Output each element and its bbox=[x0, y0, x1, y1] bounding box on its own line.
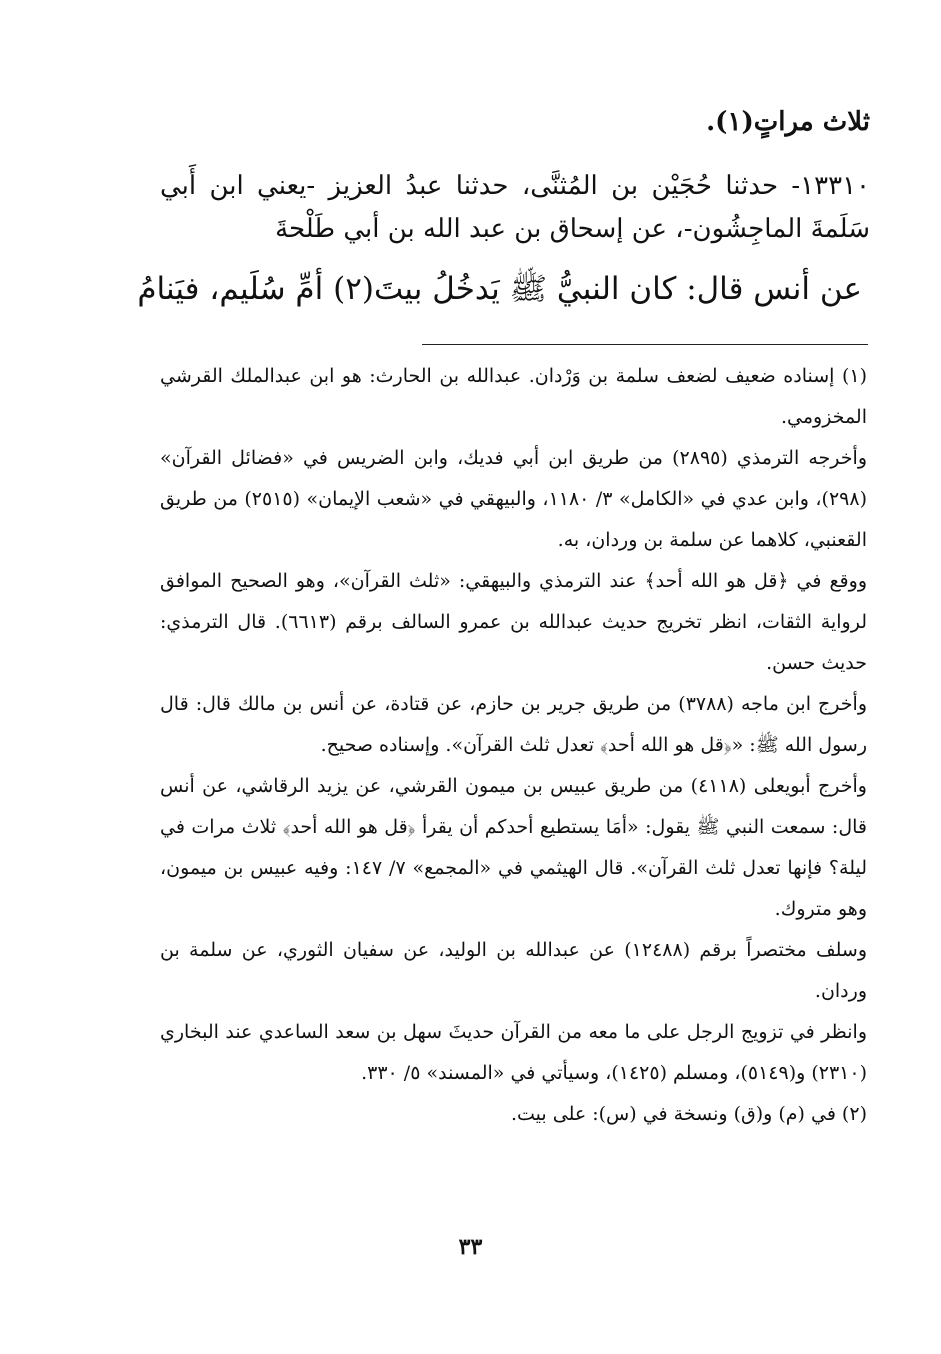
footnote-paragraph: ووقع في ﴿قل هو الله أحد﴾ عند الترمذي والبيهقي: «ثلث القرآن»، وهو الصحيح الموافق لرواية الثقات، انظر تخريج حديث عبدالله بن عمرو السالف برقم (٦٦١٣). قال الترمذي: حديث حسن. bbox=[160, 570, 867, 674]
footnote-paragraph: وأخرج ابن ماجه (٣٧٨٨) من طريق جرير بن حازم، عن قتادة، عن أنس بن مالك قال: قال رسول الله ﷺ: «﴿قل هو الله أحد﴾ تعدل ثلث القرآن». وإسناده صحيح. bbox=[160, 693, 867, 756]
hadith-text-line: عن أنس قال: كان النبيُّ ﷺ يَدخُلُ بيتَ(٢) أمِّ سُلَيم، فيَنامُ bbox=[137, 271, 862, 307]
footnote-paragraph: وأخرجه الترمذي (٢٨٩٥) من طريق ابن أبي فديك، وابن الضريس في «فضائل القرآن» (٢٩٨)، وابن عدي في «الكامل» ٣/ ١١٨٠، والبيهقي في «شعب الإيمان» (٢٥١٥) من طريق القعنبي، كلاهما عن سلمة بن وردان، به. bbox=[160, 447, 868, 551]
page-number: ٣٣ bbox=[458, 1234, 483, 1260]
header-line: ثلاث مراتٍ(١). bbox=[706, 107, 870, 137]
footnote-paragraph: وسلف مختصراً برقم (١٢٤٨٨) عن عبدالله بن الوليد، عن سفيان الثوري، عن سلمة بن وردان. bbox=[160, 939, 868, 1002]
footnote-paragraph: وأخرج أبويعلى (٤١١٨) من طريق عبيس بن ميمون القرشي، عن يزيد الرقاشي، عن أنس قال: سمعت النبي ﷺ يقول: «أمَا يستطيع أحدكم أن يقرأ ﴿قل هو الله أحد﴾ ثلاث مرات في ليلة؟ فإنها تعدل ثلث القرآن». قال الهيثمي في «المجمع» ٧/ ١٤٧: وفيه عبيس بن ميمون، وهو متروك. bbox=[160, 775, 868, 920]
footnote-paragraph: وانظر في تزويج الرجل على ما معه من القرآن حديثَ سهل بن سعد الساعدي عند البخاري (٢٣١٠) و(٥١٤٩)، ومسلم (١٤٢٥)، وسيأتي في «المسند» ٥/ ٣٣٠. bbox=[160, 1021, 867, 1084]
footnote-divider bbox=[422, 344, 868, 345]
footnote-2: (٢) في (م) و(ق) ونسخة في (س): على بيت. bbox=[510, 1103, 867, 1125]
hadith-isnad-paragraph: ١٣٣١٠- حدثنا حُجَيْن بن المُثنَّى، حدثنا عبدُ العزيز -يعني ابن أَبي سَلَمةَ الماجِشُون-، عن إسحاق بن عبد الله بن أبي طَلْحةَ bbox=[160, 171, 870, 244]
footnote-1: (١) إسناده ضعيف لضعف سلمة بن وَرْدان. عبدالله بن الحارث: هو ابن عبدالملك القرشي المخزومي. bbox=[160, 365, 867, 428]
footnotes bbox=[160, 356, 867, 1135]
